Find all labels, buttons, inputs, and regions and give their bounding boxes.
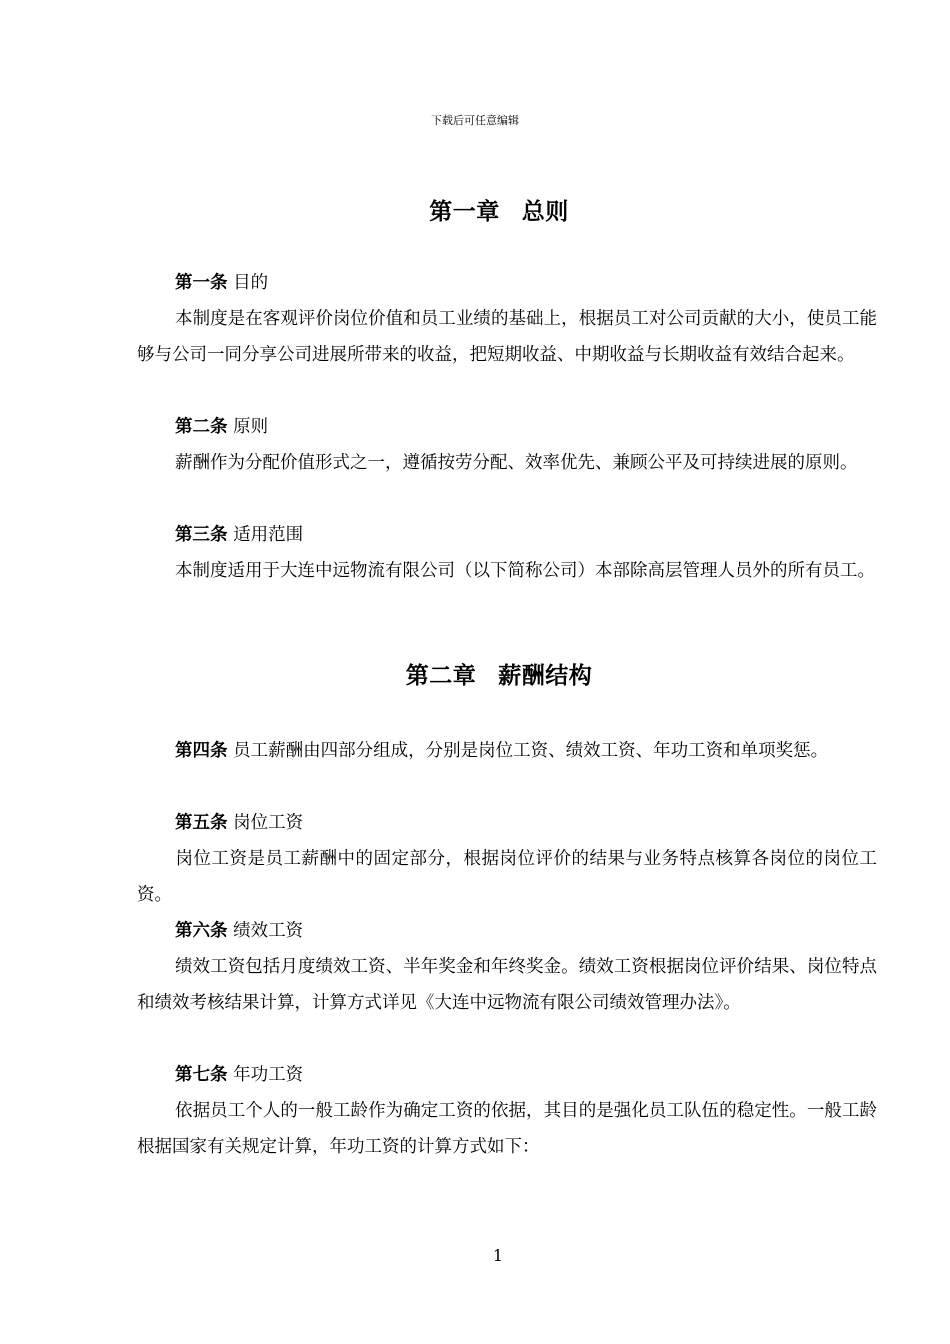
paragraph-purpose: 本制度是在客观评价岗位价值和员工业绩的基础上，根据员工对公司贡献的大小，使员工能够与公司一同分享公司进展所带来的收益，把短期收益、中期收益与长期收益有效结合起来。 [137, 309, 877, 365]
article-number: 第五条 [175, 813, 228, 833]
article-heading-5 [175, 805, 303, 841]
paragraph-performance-salary: 绩效工资包括月度绩效工资、半年奖金和年终奖金。绩效工资根据岗位评价结果、岗位特点和绩效考核结果计算，计算方式详见《大连中远物流有限公司绩效管理办法》。 [137, 957, 877, 1013]
article-heading-6 [175, 913, 303, 949]
article-number: 第二条 [175, 417, 228, 437]
article-heading-7 [175, 1057, 303, 1093]
chapter-number: 第一章 [429, 199, 500, 225]
article-number: 第六条 [175, 921, 228, 941]
paragraph-composition: 第四条 员工薪酬由四部分组成，分别是岗位工资、绩效工资、年功工资和单项奖惩。 [175, 741, 829, 761]
article-title: 适用范围 [233, 525, 304, 545]
chapter-heading-1 [0, 193, 950, 226]
paragraph-scope: 本制度适用于大连中远物流有限公司（以下简称公司）本部除高层管理人员外的所有员工。 [175, 561, 875, 581]
article-title: 岗位工资 [233, 813, 304, 833]
chapter-number: 第二章 [405, 663, 477, 689]
header-note: 下载后可任意编辑 [431, 114, 519, 127]
paragraph-principle: 薪酬作为分配价值形式之一，遵循按劳分配、效率优先、兼顾公平及可持续进展的原则。 [175, 453, 858, 473]
article-number: 第三条 [175, 525, 228, 545]
article-title: 原则 [233, 417, 269, 437]
article-number: 第七条 [175, 1065, 228, 1085]
article-title: 绩效工资 [233, 921, 304, 941]
article-heading-1 [175, 265, 268, 301]
article-title: 目的 [233, 273, 269, 293]
article-number: 第一条 [175, 273, 228, 293]
article-heading-3 [175, 517, 303, 553]
page-number: 1 [492, 1246, 504, 1265]
chapter-heading-2 [0, 657, 950, 690]
article-title: 年功工资 [233, 1065, 304, 1085]
chapter-title: 总则 [521, 199, 569, 225]
paragraph-position-salary: 岗位工资是员工薪酬中的固定部分，根据岗位评价的结果与业务特点核算各岗位的岗位工资。 [137, 849, 877, 905]
chapter-title: 薪酬结构 [498, 663, 593, 689]
article-number: 第四条 [175, 741, 228, 761]
article-heading-2 [175, 409, 268, 445]
paragraph-seniority-salary: 依据员工个人的一般工龄作为确定工资的依据，其目的是强化员工队伍的稳定性。一般工龄根据国家有关规定计算，年功工资的计算方式如下： [137, 1101, 877, 1157]
